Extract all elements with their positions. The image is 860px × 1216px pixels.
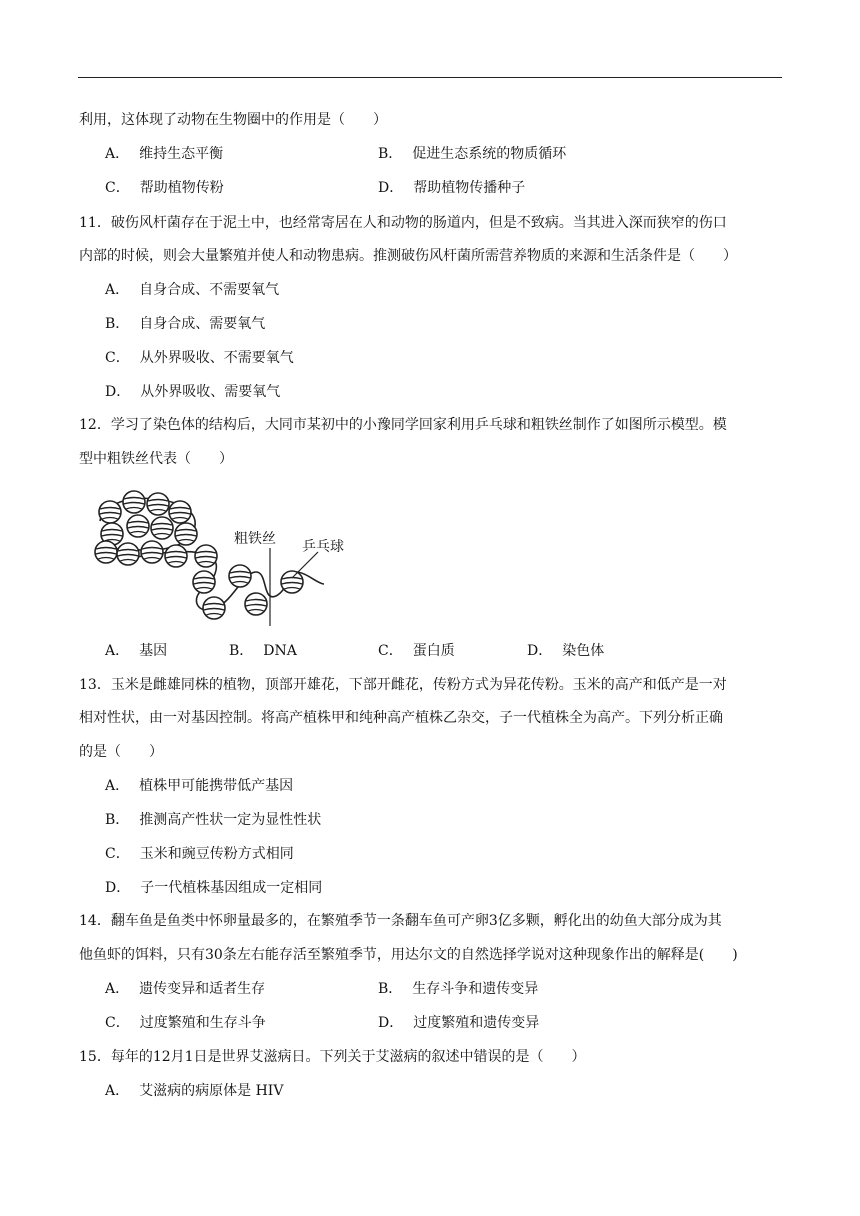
- option-text: 艾滋病的病原体是 HIV: [139, 1083, 284, 1099]
- q13-option-d[interactable]: [105, 878, 322, 898]
- q15-stem-line1: 15．每年的12月1日是世界艾滋病日。下列关于艾滋病的叙述中错误的是（ ）: [79, 1049, 586, 1065]
- option-key: D．: [527, 643, 553, 659]
- q12-option-d[interactable]: [527, 641, 604, 661]
- option-text: 自身合成、需要氧气: [139, 316, 266, 332]
- ping-pong-ball: [123, 491, 145, 513]
- chromosome-model-figure: [92, 486, 362, 626]
- option-key: C．: [378, 643, 403, 659]
- label-ball: 乒乓球: [302, 539, 344, 555]
- option-text: 帮助植物传播种子: [413, 180, 526, 196]
- option-key: B．: [229, 643, 254, 659]
- option-text: 从外界吸收、不需要氧气: [139, 350, 294, 366]
- option-key: A．: [105, 981, 130, 997]
- q14-option-b[interactable]: [378, 979, 538, 999]
- option-key: C．: [105, 1015, 130, 1031]
- q11-stem-line1: 11．破伤风杆菌存在于泥土中，也经常寄居在人和动物的肠道内，但是不致病。当其进入深而狭窄的伤口: [79, 215, 727, 231]
- option-key: D．: [378, 1015, 404, 1031]
- option-text: 过度繁殖和遗传变异: [413, 1015, 540, 1031]
- q12-option-c[interactable]: [378, 641, 455, 661]
- option-text: 推测高产性状一定为显性性状: [139, 812, 322, 828]
- q14-option-c[interactable]: [105, 1013, 266, 1033]
- option-key: A．: [105, 146, 130, 162]
- q11-stem-line2: 内部的时候，则会大量繁殖并使人和动物患病。推测破伤风杆菌所需营养物质的来源和生活条件是（ ）: [79, 248, 737, 264]
- option-text: 染色体: [562, 643, 605, 659]
- ping-pong-ball: [95, 541, 117, 563]
- q10-option-d[interactable]: [378, 178, 525, 198]
- ping-pong-ball: [195, 545, 217, 567]
- q13-stem-line2: 相对性状，由一对基因控制。将高产植株甲和纯种高产植株乙杂交，子一代植株全为高产。下列分析正确: [79, 710, 723, 726]
- ping-pong-ball: [99, 501, 121, 523]
- ping-pong-ball: [229, 565, 251, 587]
- q10-option-a[interactable]: [105, 144, 223, 164]
- option-text: 促进生态系统的物质循环: [412, 146, 567, 162]
- option-text: DNA: [263, 643, 297, 659]
- option-text: 玉米和豌豆传粉方式相同: [139, 846, 294, 862]
- option-key: C．: [105, 180, 130, 196]
- ping-pong-ball: [169, 501, 191, 523]
- ping-pong-ball: [141, 541, 163, 563]
- header-rule: [78, 77, 782, 78]
- q14-option-d[interactable]: [378, 1013, 539, 1033]
- ping-pong-ball: [165, 545, 187, 567]
- option-text: 蛋白质: [412, 643, 455, 659]
- q12-option-b[interactable]: [229, 641, 297, 661]
- option-text: 帮助植物传粉: [139, 180, 224, 196]
- q10-stem: 利用，这体现了动物在生物圈中的作用是（ ）: [79, 112, 387, 128]
- option-key: B．: [378, 981, 403, 997]
- q13-option-b[interactable]: [105, 810, 321, 830]
- q11-option-b[interactable]: [105, 314, 265, 334]
- q11-option-c[interactable]: [105, 348, 294, 368]
- option-text: 从外界吸收、需要氧气: [140, 384, 281, 400]
- q11-option-a[interactable]: [105, 280, 279, 300]
- option-key: A．: [105, 282, 130, 298]
- option-text: 子一代植株基因组成一定相同: [140, 880, 323, 896]
- option-key: A．: [105, 778, 130, 794]
- option-text: 基因: [139, 643, 168, 659]
- q13-option-c[interactable]: [105, 844, 294, 864]
- q12-option-a[interactable]: [105, 641, 167, 661]
- option-key: D．: [105, 384, 131, 400]
- q13-option-a[interactable]: [105, 776, 293, 796]
- q14-option-a[interactable]: [105, 979, 265, 999]
- option-key: D．: [378, 180, 404, 196]
- q10-option-b[interactable]: [378, 144, 566, 164]
- ping-pong-ball: [117, 543, 139, 565]
- ping-pong-ball: [175, 523, 197, 545]
- option-text: 生存斗争和遗传变异: [412, 981, 539, 997]
- option-text: 植株甲可能携带低产基因: [139, 778, 294, 794]
- q15-option-a[interactable]: [105, 1081, 283, 1101]
- option-key: C．: [105, 846, 130, 862]
- q10-option-c[interactable]: [105, 178, 224, 198]
- q13-stem-line3: 的是（ ）: [79, 744, 163, 760]
- q11-option-d[interactable]: [105, 382, 280, 402]
- ping-pong-ball: [245, 593, 267, 615]
- option-key: B．: [378, 146, 403, 162]
- option-key: A．: [105, 1083, 130, 1099]
- option-key: C．: [105, 350, 130, 366]
- ping-pong-ball: [151, 517, 173, 539]
- ping-pong-ball: [147, 493, 169, 515]
- option-text: 自身合成、不需要氧气: [139, 282, 280, 298]
- option-text: 遗传变异和适者生存: [139, 981, 266, 997]
- q12-stem-line1: 12．学习了染色体的结构后，大同市某初中的小豫同学回家利用乒乓球和粗铁丝制作了如图所示模型。模: [79, 417, 727, 433]
- ping-pong-ball: [193, 571, 215, 593]
- ping-pong-ball: [203, 597, 225, 619]
- q14-stem-line1: 14．翻车鱼是鱼类中怀卵量最多的，在繁殖季节一条翻车鱼可产卵3亿多颗，孵化出的幼鱼大部分成为其: [79, 913, 722, 929]
- q13-stem-line1: 13．玉米是雌雄同株的植物，顶部开雄花，下部开雌花，传粉方式为异花传粉。玉米的高产和低产是一对: [79, 677, 727, 693]
- option-key: B．: [105, 812, 130, 828]
- option-key: D．: [105, 880, 131, 896]
- q14-stem-line2: 他鱼虾的饵料，只有30条左右能存活至繁殖季节，用达尔文的自然选择学说对这种现象作出的解释是( ): [79, 947, 738, 963]
- option-key: B．: [105, 316, 130, 332]
- q12-stem-line2: 型中粗铁丝代表（ ）: [79, 451, 233, 467]
- option-text: 维持生态平衡: [139, 146, 224, 162]
- option-text: 过度繁殖和生存斗争: [139, 1015, 266, 1031]
- option-key: A．: [105, 643, 130, 659]
- ping-pong-ball: [281, 571, 303, 593]
- ping-pong-ball: [127, 515, 149, 537]
- label-wire: 粗铁丝: [234, 531, 276, 547]
